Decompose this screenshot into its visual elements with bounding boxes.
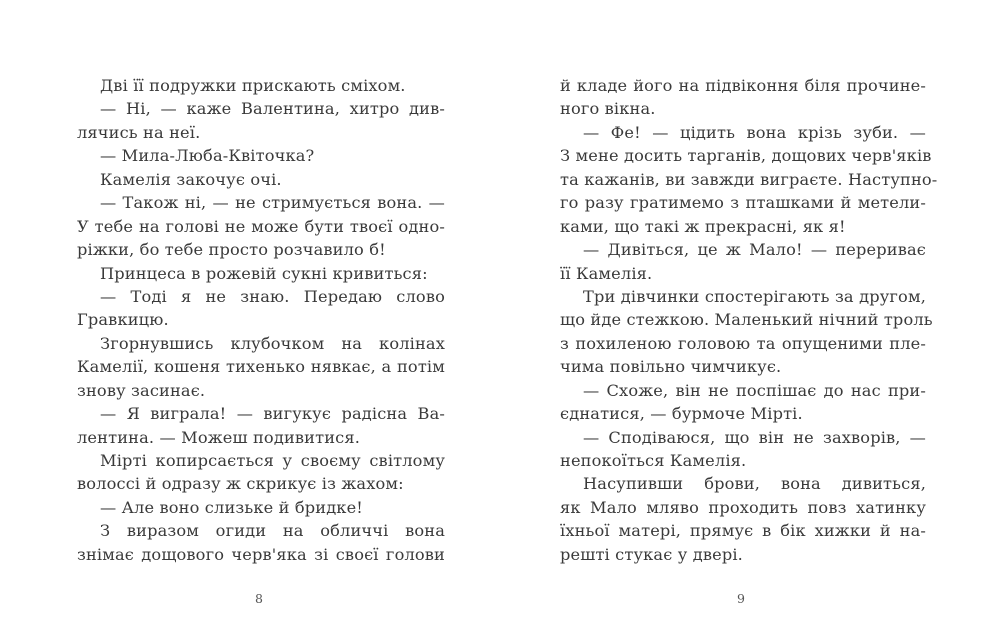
text-line: єднатися, — бурмоче Мірті. xyxy=(560,404,803,424)
text-line: її Камелія. xyxy=(560,263,653,283)
text-line: — Я виграла! — вигукує радісна Ва- xyxy=(100,404,445,424)
right-page xyxy=(500,0,1000,636)
text-line: решті стукає у двері. xyxy=(560,544,743,564)
text-line: — Схоже, він не поспішає до нас при- xyxy=(583,380,926,400)
text-line: — Ні, — каже Валентина, хитро див- xyxy=(100,99,445,119)
text-line: — Мила-Люба-Квіточка? xyxy=(100,146,315,166)
text-line: Камелії, кошеня тихенько нявкає, а потім xyxy=(77,357,445,377)
right-page-text xyxy=(560,74,938,566)
text-line: як Мало мляво проходить повз хатинку xyxy=(560,497,926,517)
left-page-text xyxy=(77,74,445,566)
text-line: знімає дощового черв'яка зі своєї голови xyxy=(77,544,445,564)
text-line: волоссі й одразу ж скрикує із жахом: xyxy=(77,474,404,494)
text-line: — Але воно слизьке й бридке! xyxy=(100,497,363,517)
text-line: го разу гратимемо з пташками й метели- xyxy=(560,193,926,213)
text-line: Дві її подружки прискають сміхом. xyxy=(100,76,406,95)
text-line: Мірті копирсається у своєму світлому xyxy=(100,451,445,470)
text-line: та кажанів, ви завжди виграєте. Наступно- xyxy=(560,169,938,189)
text-line: Камелія закочує очі. xyxy=(100,169,282,189)
text-line: лячись на неї. xyxy=(77,122,201,142)
text-line: Гравкицю. xyxy=(77,310,169,330)
text-line: Принцеса в рожевій сукні кривиться: xyxy=(100,263,428,283)
text-line: Насупивши брови, вона дивиться, xyxy=(583,474,926,494)
text-line: — Тоді я не знаю. Передаю слово xyxy=(100,286,445,306)
text-line: що йде стежкою. Маленький нічний троль xyxy=(560,310,933,330)
text-line: У тебе на голові не може бути твоєї одно- xyxy=(77,216,445,236)
text-line: лентина. — Можеш подивитися. xyxy=(77,427,361,447)
page-number-right: 9 xyxy=(737,591,745,606)
text-line: з похиленою головою та опущеними пле- xyxy=(560,333,926,353)
text-line: знову засинає. xyxy=(77,380,206,400)
text-line: ріжки, бо тебе просто розчавило б! xyxy=(77,240,386,260)
text-line: — Також ні, — не стримується вона. — xyxy=(100,193,445,213)
text-line: ного вікна. xyxy=(560,99,656,119)
text-line: — Дивіться, це ж Мало! — перериває xyxy=(583,240,926,260)
text-line: Згорнувшись клубочком на колінах xyxy=(100,333,445,353)
text-line: — Сподіваюся, що він не захворів, — xyxy=(583,427,926,447)
text-line: — Фе! — цідить вона крізь зуби. — xyxy=(583,122,926,142)
text-line: Три дівчинки спостерігають за другом, xyxy=(583,286,926,306)
text-line: чима повільно чимчикує. xyxy=(560,357,782,377)
text-line: їхньої матері, прямує в бік хижки й на- xyxy=(560,521,926,541)
text-line: З мене досить тарганів, дощових черв'яків xyxy=(560,146,932,166)
text-line: й кладе його на підвіконня біля прочине- xyxy=(560,76,926,95)
text-line: непокоїться Камелія. xyxy=(560,451,747,470)
text-line: З виразом огиди на обличчі вона xyxy=(100,521,445,541)
page-number-left: 8 xyxy=(255,591,263,606)
text-line: ками, що такі ж прекрасні, як я! xyxy=(560,216,846,236)
